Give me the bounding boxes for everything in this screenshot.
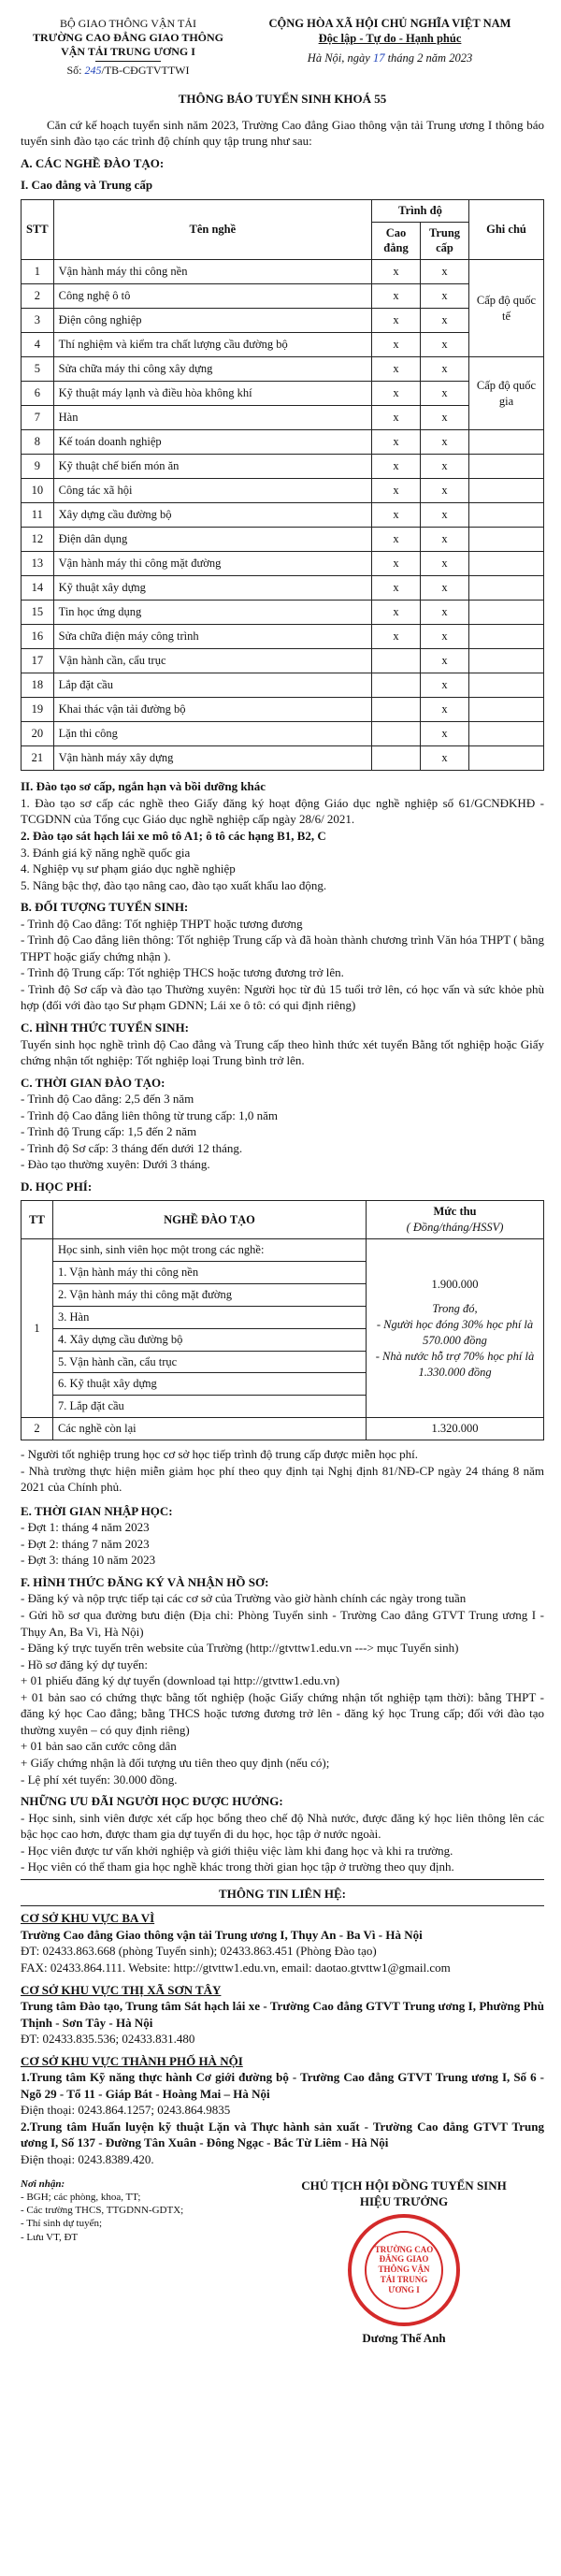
program-stt: 15 bbox=[22, 601, 54, 625]
recipient-3: - Thí sinh dự tuyển; bbox=[21, 2218, 103, 2230]
benefit-2: - Học viên được tư vấn khởi nghiệp và giới thiệu việc làm khi đang học và khi ra trường. bbox=[21, 1843, 453, 1858]
section-duration-heading: C. THỜI GIAN ĐÀO TẠO: bbox=[21, 1075, 165, 1090]
signature-block bbox=[264, 2178, 544, 2347]
benefit-3: - Học viên có thể tham gia học nghề khác trong thời gian học tập ở trường theo quy định. bbox=[21, 1860, 454, 1874]
program-row bbox=[22, 430, 544, 455]
fee-row-group-title bbox=[22, 1239, 544, 1262]
intake-1: - Đợt 1: tháng 4 năm 2023 bbox=[21, 1520, 150, 1535]
intro-paragraph: Căn cứ kế hoạch tuyển sinh năm 2023, Trường Cao đẳng Giao thông vận tải Trung ương I thông báo tuyển sinh đào tạo các trình độ chính quy tập trung như sau: bbox=[21, 117, 544, 149]
document-header bbox=[21, 17, 544, 78]
program-college-mark: x bbox=[372, 357, 421, 382]
campus-son-tay-phone: ĐT: 02433.835.536; 02433.831.480 bbox=[21, 2032, 195, 2047]
signer-title-2: HIỆU TRƯỞNG bbox=[359, 2194, 449, 2209]
program-intermediate-mark: x bbox=[421, 722, 469, 746]
program-row bbox=[22, 649, 544, 673]
program-intermediate-mark: x bbox=[421, 309, 469, 333]
program-stt: 3 bbox=[22, 309, 54, 333]
program-college-mark: x bbox=[372, 552, 421, 576]
program-name: Kỹ thuật chế biến món ăn bbox=[53, 455, 371, 479]
program-intermediate-mark: x bbox=[421, 455, 469, 479]
fee-1-value: 1.900.000 bbox=[431, 1277, 479, 1291]
program-stt: 1 bbox=[22, 260, 54, 284]
program-row bbox=[22, 746, 544, 771]
th-program-name: Tên nghề bbox=[53, 199, 371, 260]
section-c-heading: C. HÌNH THỨC TUYỂN SINH: bbox=[21, 1020, 189, 1035]
fee-row-2-name: Các nghề còn lại bbox=[53, 1418, 367, 1440]
th-fee bbox=[367, 1201, 544, 1239]
intake-3: - Đợt 3: tháng 10 năm 2023 bbox=[21, 1553, 156, 1568]
program-name: Lắp đặt cầu bbox=[53, 673, 371, 698]
note-empty bbox=[469, 722, 544, 746]
register-item-3: - Đăng ký trực tuyến trên website của Trường (http://gtvttw1.edu.vn ---> mục Tuyển sinh) bbox=[21, 1641, 459, 1656]
program-intermediate-mark: x bbox=[421, 503, 469, 528]
duration-item-3: - Trình độ Trung cấp: 1,5 đến 2 năm bbox=[21, 1124, 197, 1139]
program-row bbox=[22, 576, 544, 601]
program-name: Công tác xã hội bbox=[53, 479, 371, 503]
recipient-1: - BGH; các phòng, khoa, TT; bbox=[21, 2191, 141, 2203]
program-row bbox=[22, 698, 544, 722]
fee-2-value: 1.320.000 bbox=[367, 1418, 544, 1440]
program-stt: 7 bbox=[22, 406, 54, 430]
program-name: Vận hành máy xây dựng bbox=[53, 746, 371, 771]
duration-item-4: - Trình độ Sơ cấp: 3 tháng đến dưới 12 tháng. bbox=[21, 1140, 243, 1155]
note-empty bbox=[469, 649, 544, 673]
program-college-mark: x bbox=[372, 430, 421, 455]
program-intermediate-mark: x bbox=[421, 698, 469, 722]
campus-ha-noi-center-2-phone: Điện thoại: 0243.8389.420. bbox=[21, 2151, 154, 2166]
program-college-mark: x bbox=[372, 625, 421, 649]
note-empty bbox=[469, 746, 544, 771]
recipient-4: - Lưu VT, ĐT bbox=[21, 2231, 79, 2243]
issue-date bbox=[236, 51, 544, 66]
th-intermediate: Trung cấp bbox=[421, 222, 469, 260]
program-college-mark: x bbox=[372, 284, 421, 309]
fee-table bbox=[21, 1200, 544, 1440]
section-ii-heading: II. Đào tạo sơ cấp, ngắn hạn và bồi dưỡng khác bbox=[21, 779, 266, 794]
program-college-mark: x bbox=[372, 503, 421, 528]
note-national: Cấp độ quốc gia bbox=[469, 357, 544, 430]
program-college-mark: x bbox=[372, 455, 421, 479]
campus-ba-vi-phone: ĐT: 02433.863.668 (phòng Tuyển sinh); 02433.863.451 (Phòng Đào tạo) bbox=[21, 1944, 377, 1959]
program-row bbox=[22, 673, 544, 698]
fee-row-2 bbox=[22, 1418, 544, 1440]
section-b-item-1: - Trình độ Cao đẳng: Tốt nghiệp THPT hoặc tương đương bbox=[21, 916, 303, 931]
campus-ba-vi-heading: CƠ SỞ KHU VỰC BA VÌ bbox=[21, 1911, 155, 1926]
fee-cell-1 bbox=[367, 1239, 544, 1418]
note-empty bbox=[469, 455, 544, 479]
program-name: Điện dân dụng bbox=[53, 528, 371, 552]
fee-1-note-1: Trong đó, bbox=[432, 1302, 478, 1316]
program-intermediate-mark: x bbox=[421, 333, 469, 357]
note-empty bbox=[469, 601, 544, 625]
fee-group-item: 2. Vận hành máy thi công mặt đường bbox=[53, 1283, 367, 1306]
program-stt: 2 bbox=[22, 284, 54, 309]
program-stt: 14 bbox=[22, 576, 54, 601]
program-row bbox=[22, 357, 544, 382]
program-college-mark bbox=[372, 673, 421, 698]
note-empty bbox=[469, 528, 544, 552]
th-fee-label: Mức thu bbox=[433, 1205, 477, 1219]
program-college-mark: x bbox=[372, 479, 421, 503]
fee-group-title: Học sinh, sinh viên học một trong các nghề: bbox=[53, 1239, 367, 1262]
program-name: Công nghệ ô tô bbox=[53, 284, 371, 309]
program-intermediate-mark: x bbox=[421, 625, 469, 649]
note-international: Cấp độ quốc tế bbox=[469, 260, 544, 357]
th-fee-tt: TT bbox=[22, 1201, 53, 1239]
program-college-mark: x bbox=[372, 528, 421, 552]
campus-ba-vi-fax-web: FAX: 02433.864.111. Website: http://gtvttw1.edu.vn, email: daotao.gtvttw1@gmail.com bbox=[21, 1960, 451, 1975]
register-item-4: - Hồ sơ đăng ký dự tuyển: bbox=[21, 1657, 148, 1672]
fee-group-item: 7. Lắp đặt cầu bbox=[53, 1396, 367, 1418]
program-name: Điện công nghiệp bbox=[53, 309, 371, 333]
duration-item-5: - Đào tạo thường xuyên: Dưới 3 tháng. bbox=[21, 1157, 210, 1172]
program-college-mark: x bbox=[372, 260, 421, 284]
program-college-mark: x bbox=[372, 333, 421, 357]
program-row bbox=[22, 528, 544, 552]
note-empty bbox=[469, 552, 544, 576]
program-intermediate-mark: x bbox=[421, 260, 469, 284]
program-college-mark bbox=[372, 698, 421, 722]
program-stt: 6 bbox=[22, 382, 54, 406]
program-row bbox=[22, 382, 544, 406]
register-item-7: + 01 bản sao căn cước công dân bbox=[21, 1739, 177, 1754]
section-fee-heading: D. HỌC PHÍ: bbox=[21, 1179, 93, 1194]
program-name: Xây dựng cầu đường bộ bbox=[53, 503, 371, 528]
note-empty bbox=[469, 430, 544, 455]
date-prefix: Hà Nội, ngày bbox=[307, 51, 370, 65]
program-stt: 10 bbox=[22, 479, 54, 503]
section-benefits-heading: NHỮNG ƯU ĐÃI NGƯỜI HỌC ĐƯỢC HƯỞNG: bbox=[21, 1794, 283, 1809]
document-title: THÔNG BÁO TUYỂN SINH KHOÁ 55 bbox=[178, 92, 387, 106]
recipients-block bbox=[21, 2178, 183, 2347]
th-fee-unit: ( Đồng/tháng/HSSV) bbox=[406, 1221, 504, 1235]
register-item-1: - Đăng ký và nộp trực tiếp tại các cơ sở của Trường vào giờ hành chính các ngày trong tuần bbox=[21, 1591, 467, 1606]
note-empty bbox=[469, 673, 544, 698]
program-name: Vận hành cần, cẩu trục bbox=[53, 649, 371, 673]
program-intermediate-mark: x bbox=[421, 746, 469, 771]
fee-group-item: 4. Xây dựng cầu đường bộ bbox=[53, 1328, 367, 1351]
docno-handwritten: 245 bbox=[84, 64, 102, 77]
national-motto-block bbox=[236, 17, 544, 78]
program-name: Kỹ thuật máy lạnh và điều hòa không khí bbox=[53, 382, 371, 406]
program-intermediate-mark: x bbox=[421, 649, 469, 673]
program-stt: 4 bbox=[22, 333, 54, 357]
program-stt: 12 bbox=[22, 528, 54, 552]
program-name: Kế toán doanh nghiệp bbox=[53, 430, 371, 455]
program-stt: 13 bbox=[22, 552, 54, 576]
program-intermediate-mark: x bbox=[421, 673, 469, 698]
date-handwritten: 17 bbox=[372, 51, 385, 65]
program-name: Lặn thi công bbox=[53, 722, 371, 746]
section-a-heading: A. CÁC NGHỀ ĐÀO TẠO: bbox=[21, 155, 165, 170]
section-b-item-4: - Trình độ Sơ cấp và đào tạo Thường xuyên: Người học từ đủ 15 tuổi trở lên, có học vấn và sức khỏe phù hợp (đối với đào tạo Sư phạm GDNN; Lái xe ô tô: có qui định riêng) bbox=[21, 981, 544, 1013]
section-i-heading: I. Cao đẳng và Trung cấp bbox=[21, 178, 153, 193]
program-college-mark bbox=[372, 746, 421, 771]
seal-text: TRƯỜNG CAO ĐẲNG GIAO THÔNG VẬN TẢI TRUNG ƯƠNG I bbox=[365, 2231, 443, 2309]
register-item-8: + Giấy chứng nhận là đối tượng ưu tiên theo quy định (nếu có); bbox=[21, 1755, 330, 1770]
program-name: Tin học ứng dụng bbox=[53, 601, 371, 625]
program-intermediate-mark: x bbox=[421, 576, 469, 601]
note-empty bbox=[469, 625, 544, 649]
duration-item-2: - Trình độ Cao đẳng liên thông từ trung cấp: 1,0 năm bbox=[21, 1107, 278, 1122]
fee-1-note-2: - Người học đóng 30% học phí là 570.000 đồng bbox=[376, 1318, 534, 1348]
program-stt: 16 bbox=[22, 625, 54, 649]
fee-note-1: - Người tốt nghiệp trung học cơ sở học tiếp trình độ trung cấp được miễn học phí. bbox=[21, 1447, 419, 1462]
contact-heading: THÔNG TIN LIÊN HỆ: bbox=[219, 1886, 346, 1901]
national-name: CỘNG HÒA XÃ HỘI CHỦ NGHĨA VIỆT NAM bbox=[268, 17, 511, 30]
program-college-mark bbox=[372, 722, 421, 746]
program-row bbox=[22, 479, 544, 503]
program-intermediate-mark: x bbox=[421, 406, 469, 430]
program-college-mark: x bbox=[372, 309, 421, 333]
fee-row-2-tt: 2 bbox=[22, 1418, 53, 1440]
campus-ha-noi-center-1-phone: Điện thoại: 0243.864.1257; 0243.864.9835 bbox=[21, 2103, 231, 2118]
program-intermediate-mark: x bbox=[421, 479, 469, 503]
program-stt: 8 bbox=[22, 430, 54, 455]
fee-group-item: 1. Vận hành máy thi công nền bbox=[53, 1262, 367, 1284]
section-c-item-1: Tuyển sinh học nghề trình độ Cao đẳng và Trung cấp theo hình thức xét tuyển Bằng tốt nghiệp hoặc Giấy chứng nhận tốt nghiệp: Tốt nghiệp loại Trung bình trở lên. bbox=[21, 1036, 544, 1068]
signature-row bbox=[21, 2178, 544, 2347]
section-ii-item-2: 2. Đào tạo sát hạch lái xe mô tô A1; ô tô các hạng B1, B2, C bbox=[21, 829, 326, 843]
document-number bbox=[21, 64, 236, 78]
program-intermediate-mark: x bbox=[421, 430, 469, 455]
section-e-heading: E. THỜI GIAN NHẬP HỌC: bbox=[21, 1503, 173, 1518]
program-row bbox=[22, 309, 544, 333]
program-name: Vận hành máy thi công mặt đường bbox=[53, 552, 371, 576]
program-stt: 5 bbox=[22, 357, 54, 382]
contact-divider-bottom bbox=[21, 1905, 544, 1906]
date-suffix: tháng 2 năm 2023 bbox=[387, 51, 473, 65]
program-row bbox=[22, 406, 544, 430]
section-ii-item-3: 3. Đánh giá kỹ năng nghề quốc gia bbox=[21, 845, 191, 860]
recipient-2: - Các trường THCS, TTGDNN-GDTX; bbox=[21, 2205, 184, 2217]
section-ii-item-4: 4. Nghiệp vụ sư phạm giáo dục nghề nghiệp bbox=[21, 861, 236, 876]
program-stt: 11 bbox=[22, 503, 54, 528]
program-intermediate-mark: x bbox=[421, 284, 469, 309]
campus-ha-noi-center-2: 2.Trung tâm Huấn luyện kỹ thuật Lặn và Thực hành sản xuất - Trường Cao đẳng GTVT Trung ương I, Số 137 - Đường Tân Xuân - Đông Ngạc - Bắc Từ Liêm - Hà Nội bbox=[21, 2119, 544, 2150]
program-row bbox=[22, 625, 544, 649]
program-stt: 9 bbox=[22, 455, 54, 479]
program-name: Khai thác vận tải đường bộ bbox=[53, 698, 371, 722]
register-item-5: + 01 phiếu đăng ký dự tuyển (download tại http://gtvttw1.edu.vn) bbox=[21, 1673, 340, 1688]
fee-group-item: 5. Vận hành cần, cẩu trục bbox=[53, 1351, 367, 1373]
programs-table bbox=[21, 199, 544, 772]
school-name-line2: VẬN TẢI TRUNG ƯƠNG I bbox=[61, 45, 195, 58]
program-name: Kỹ thuật xây dựng bbox=[53, 576, 371, 601]
contact-divider-top bbox=[21, 1879, 544, 1880]
program-stt: 21 bbox=[22, 746, 54, 771]
recipients-title: Nơi nhận: bbox=[21, 2178, 65, 2190]
th-stt: STT bbox=[22, 199, 54, 260]
th-fee-program: NGHỀ ĐÀO TẠO bbox=[53, 1201, 367, 1239]
campus-ha-noi-center-1: 1.Trung tâm Kỹ năng thực hành Cơ giới đường bộ - Trường Cao đẳng GTVT Trung ương I, Số 6 - Ngõ 29 - Tổ 11 - Giáp Bát - Hoàng Mai – Hà Nội bbox=[21, 2070, 544, 2101]
program-college-mark: x bbox=[372, 601, 421, 625]
signer-title-1: CHỦ TỊCH HỘI ĐỒNG TUYỂN SINH bbox=[301, 2178, 507, 2192]
fee-row-1-tt: 1 bbox=[22, 1239, 53, 1418]
program-college-mark: x bbox=[372, 382, 421, 406]
program-name: Sửa chữa điện máy công trình bbox=[53, 625, 371, 649]
campus-ha-noi-heading: CƠ SỞ KHU VỰC THÀNH PHỐ HÀ NỘI bbox=[21, 2053, 243, 2068]
section-f-heading: F. HÌNH THỨC ĐĂNG KÝ VÀ NHẬN HỒ SƠ: bbox=[21, 1574, 269, 1589]
program-stt: 17 bbox=[22, 649, 54, 673]
official-seal bbox=[348, 2214, 460, 2326]
program-row bbox=[22, 333, 544, 357]
program-intermediate-mark: x bbox=[421, 357, 469, 382]
intake-2: - Đợt 2: tháng 7 năm 2023 bbox=[21, 1536, 150, 1551]
program-college-mark: x bbox=[372, 406, 421, 430]
program-row bbox=[22, 552, 544, 576]
program-row bbox=[22, 455, 544, 479]
program-stt: 20 bbox=[22, 722, 54, 746]
ministry-name: BỘ GIAO THÔNG VẬN TẢI bbox=[60, 17, 196, 30]
register-item-2: - Gửi hồ sơ qua đường bưu điện (Địa chỉ: Phòng Tuyển sinh - Trường Cao đẳng GTVT Trung ương I - Thụy An, Ba Vì, Hà Nội) bbox=[21, 1608, 544, 1639]
program-stt: 18 bbox=[22, 673, 54, 698]
program-row bbox=[22, 284, 544, 309]
school-name-line1: TRƯỜNG CAO ĐẲNG GIAO THÔNG bbox=[32, 31, 223, 44]
signer-name: Dương Thế Anh bbox=[362, 2330, 446, 2345]
campus-son-tay-address: Trung tâm Đào tạo, Trung tâm Sát hạch lái xe - Trường Cao đẳng GTVT Trung ương I, Phường Phù Thịnh - Sơn Tây - Hà Nội bbox=[21, 1999, 544, 2030]
programs-table-body bbox=[22, 260, 544, 771]
section-ii-item-5: 5. Nâng bậc thợ, đào tạo nâng cao, đào tạo xuất khẩu lao động. bbox=[21, 877, 327, 892]
program-college-mark bbox=[372, 649, 421, 673]
fee-note-2: - Nhà trường thực hiện miễn giảm học phí theo quy định tại Nghị định 81/NĐ-CP ngày 24 tháng 8 năm 2021 của Chính phủ. bbox=[21, 1463, 544, 1495]
issuer-block bbox=[21, 17, 236, 78]
note-empty bbox=[469, 479, 544, 503]
note-empty bbox=[469, 503, 544, 528]
program-name: Vận hành máy thi công nền bbox=[53, 260, 371, 284]
th-note: Ghi chú bbox=[469, 199, 544, 260]
program-intermediate-mark: x bbox=[421, 382, 469, 406]
campus-son-tay-heading: CƠ SỞ KHU VỰC THỊ XÃ SƠN TÂY bbox=[21, 1982, 222, 1997]
header-rule-left bbox=[95, 61, 161, 62]
note-empty bbox=[469, 576, 544, 601]
register-item-9: - Lệ phí xét tuyển: 30.000 đồng. bbox=[21, 1772, 178, 1787]
note-empty bbox=[469, 698, 544, 722]
section-b-item-3: - Trình độ Trung cấp: Tốt nghiệp THCS hoặc tương đương trở lên. bbox=[21, 965, 344, 980]
fee-group-item: 6. Kỹ thuật xây dựng bbox=[53, 1373, 367, 1396]
section-b-heading: B. ĐỐI TƯỢNG TUYỂN SINH: bbox=[21, 900, 189, 915]
duration-item-1: - Trình độ Cao đẳng: 2,5 đến 3 năm bbox=[21, 1092, 194, 1107]
program-college-mark: x bbox=[372, 576, 421, 601]
national-motto: Độc lập - Tự do - Hạnh phúc bbox=[318, 31, 462, 45]
docno-suffix: /TB-CĐGTVTTWI bbox=[101, 64, 190, 77]
program-row bbox=[22, 601, 544, 625]
section-b-item-2: - Trình độ Cao đẳng liên thông: Tốt nghiệp Trung cấp và đã hoàn thành chương trình Văn hóa THPT ( bằng THPT hoặc giấy chứng nhận ). bbox=[21, 933, 544, 963]
fee-group-item: 3. Hàn bbox=[53, 1306, 367, 1328]
fee-table-body bbox=[22, 1239, 544, 1440]
fee-1-note-3: - Nhà nước hỗ trợ 70% học phí là 1.330.000 đồng bbox=[375, 1350, 535, 1379]
program-intermediate-mark: x bbox=[421, 601, 469, 625]
program-row bbox=[22, 722, 544, 746]
program-row bbox=[22, 503, 544, 528]
program-stt: 19 bbox=[22, 698, 54, 722]
benefit-1: - Học sinh, sinh viên được xét cấp học bổng theo chế độ Nhà nước, được đăng ký học liên thông lên các bậc học cao hơn, được tham gia dự tuyển đi du học, học tập ở nước ngoài. bbox=[21, 1810, 544, 1842]
th-level: Trình độ bbox=[372, 199, 469, 222]
register-item-6: + 01 bản sao có chứng thực bằng tốt nghiệp (hoặc Giấy chứng nhận tốt nghiệp tạm thời): bằng THPT - đăng ký học Cao đẳng; bằng THCS hoặc tương đương trở lên - đăng ký học Trung cấp; đối với đào tạo thường xuyên – có quy định riêng) bbox=[21, 1689, 544, 1737]
campus-ba-vi-address: Trường Cao đẳng Giao thông vận tải Trung ương I, Thụy An - Ba Vì - Hà Nội bbox=[21, 1927, 423, 1942]
program-name: Thí nghiệm và kiểm tra chất lượng cầu đường bộ bbox=[53, 333, 371, 357]
program-intermediate-mark: x bbox=[421, 528, 469, 552]
section-ii-item-1: 1. Đào tạo sơ cấp các nghề theo Giấy đăng ký hoạt động Giáo dục nghề nghiệp số 61/GCNĐKHĐ -TCGDNN của Tổng cục Giáo dục nghề nghiệp cấp ngày 28/6/ 2021. bbox=[21, 795, 544, 827]
program-name: Hàn bbox=[53, 406, 371, 430]
docno-prefix: Số: bbox=[66, 64, 82, 77]
program-name: Sửa chữa máy thi công xây dựng bbox=[53, 357, 371, 382]
program-row bbox=[22, 260, 544, 284]
th-college: Cao đẳng bbox=[372, 222, 421, 260]
program-intermediate-mark: x bbox=[421, 552, 469, 576]
